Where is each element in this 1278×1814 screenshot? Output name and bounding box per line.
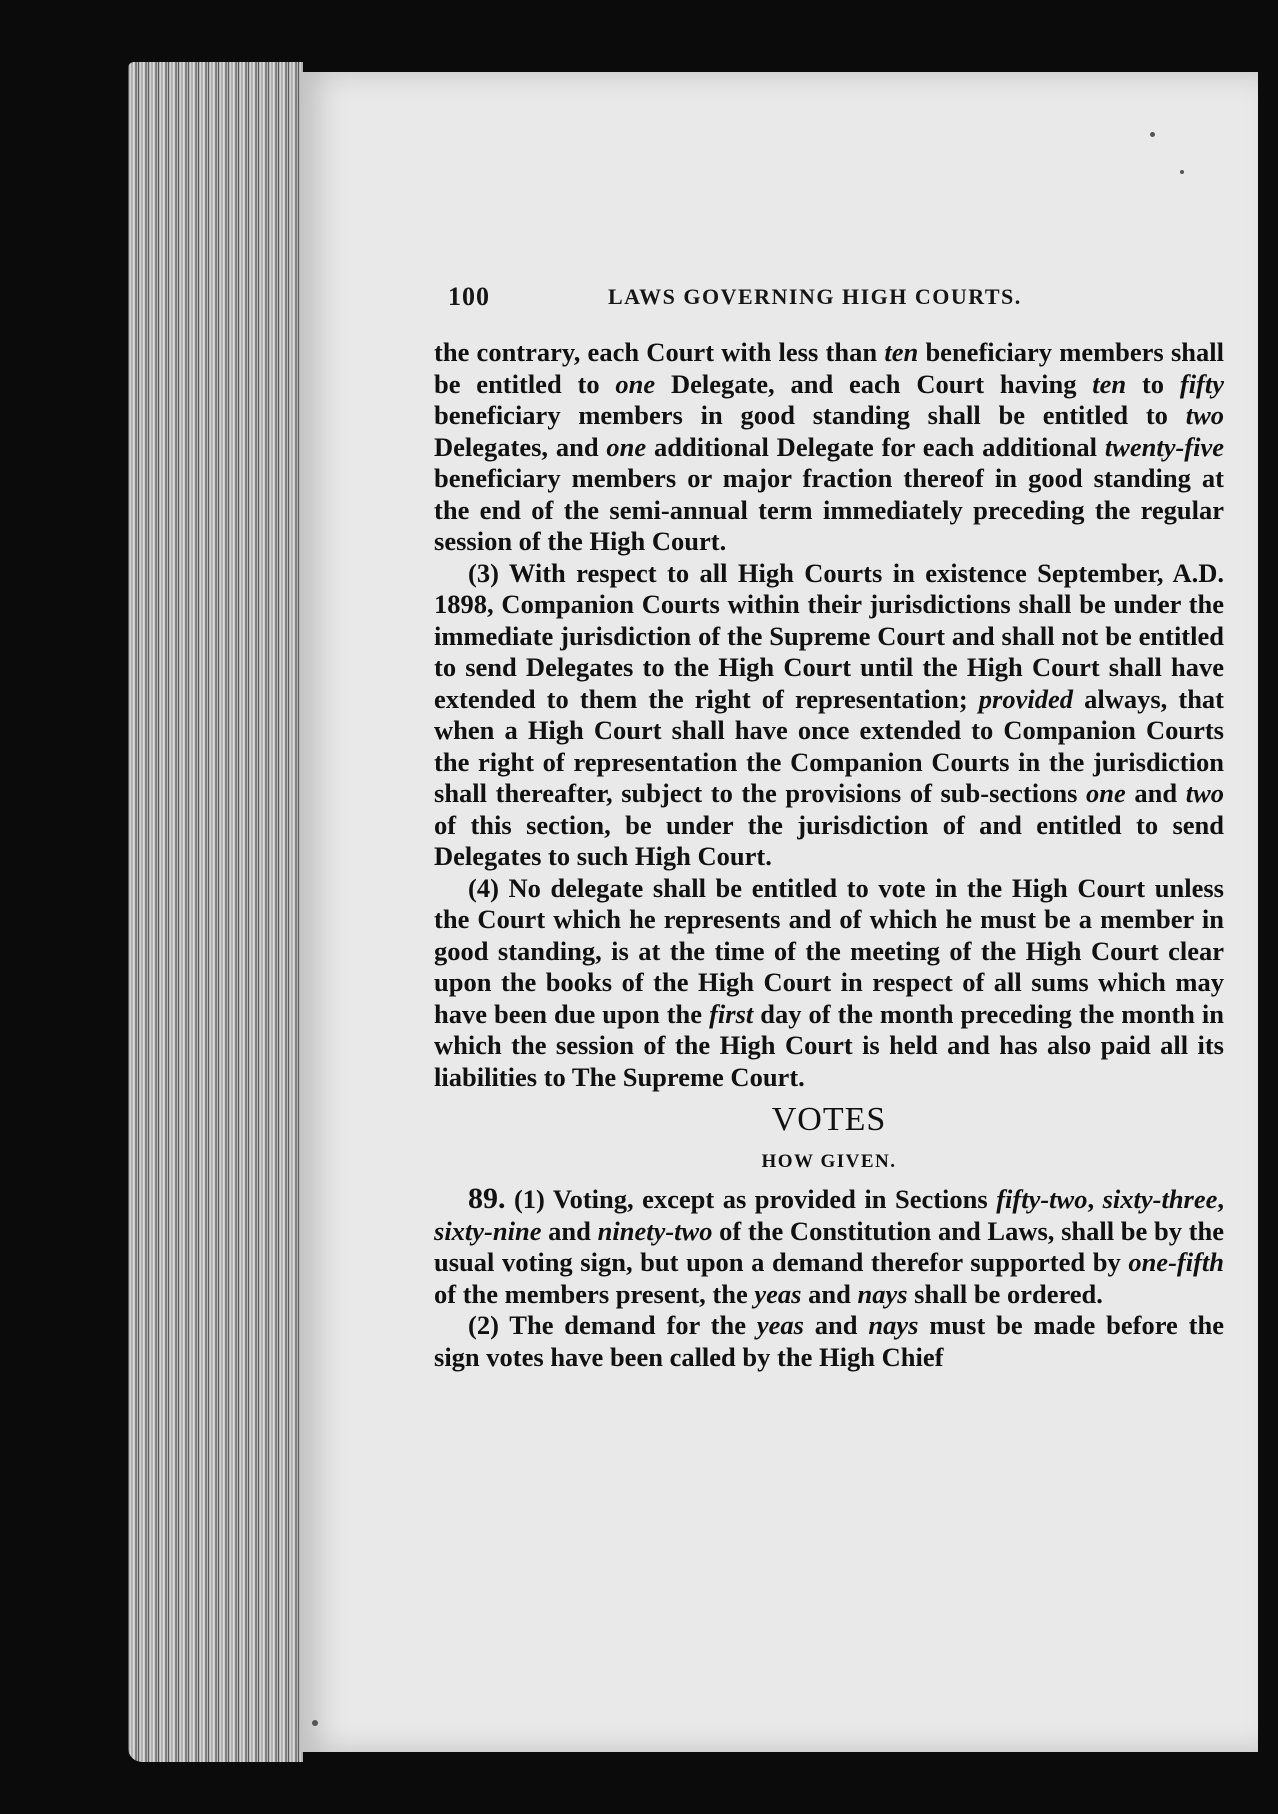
italic-term: first	[709, 998, 754, 1029]
running-head: LAWS GOVERNING HIGH COURTS.	[608, 284, 1022, 309]
text-run: to	[1126, 368, 1180, 399]
text-run: ,	[1087, 1184, 1103, 1214]
book-page-edges	[128, 62, 303, 1762]
text-run: additional Delegate for each additional	[646, 431, 1105, 462]
text-run: beneficiary members shall be entitled to	[434, 337, 1224, 399]
italic-term: provided	[978, 683, 1073, 714]
italic-term: yeas	[756, 1310, 804, 1340]
text-run: (2) The demand for the	[468, 1310, 757, 1340]
paragraph-subsection-3	[434, 558, 1224, 873]
section-number: 89.	[468, 1182, 506, 1215]
paragraph-subsection-2	[434, 1310, 1224, 1373]
paragraph-continuation	[434, 337, 1224, 558]
italic-term: sixty-nine	[434, 1215, 542, 1246]
text-run: the contrary, each Court with less than	[434, 337, 885, 367]
italic-term: sixty-three	[1102, 1184, 1218, 1214]
text-run: beneficiary members in good standing shall be entitled to	[434, 400, 1186, 430]
section-heading-votes: VOTES	[771, 1101, 887, 1138]
italic-term: one	[606, 431, 647, 462]
italic-term: one	[615, 368, 656, 399]
text-run: and	[541, 1215, 598, 1246]
italic-term: one	[1086, 778, 1126, 808]
text-run: of this section, be under the jurisdiction of and entitled to send Delegates to such High Court.	[434, 809, 1224, 871]
italic-term: two	[1185, 778, 1224, 808]
italic-term: ten	[884, 337, 919, 367]
italic-term: twenty-five	[1104, 431, 1225, 462]
text-run: and	[803, 1310, 869, 1340]
text-run: (1) Voting, except as provided in Sections	[505, 1184, 997, 1214]
text-run: (4) No delegate shall be entitled to vote in the High Court unless the Court which he represents and of which he must be a member in good standing, is at the time of the meeting of the High Court clear upon the books of the High Court in respect of all sums which may have been due upon the	[434, 872, 1224, 1029]
paragraph-subsection-4	[434, 873, 1224, 1094]
dust-speck	[1180, 170, 1184, 174]
text-run: Delegates, and	[434, 431, 607, 462]
italic-term: ten	[1092, 368, 1127, 399]
text-run: ,	[1217, 1184, 1225, 1214]
subheading-how-given: HOW GIVEN.	[761, 1151, 897, 1172]
text-run: must be made before the sign votes have been called by the High Chief	[434, 1310, 1224, 1372]
text-run: (3) With respect to all High Courts in existence September, A.D. 1898, Companion Courts within their jurisdictions shall be under the immediate jurisdiction of the Supreme Court and shall not be entitled to send Delegates to the High Court until the High Court shall have extended to them the right of representation;	[434, 557, 1224, 714]
text-run: of the Constitution and Laws, shall be by the usual voting sign, but upon a demand therefor supported by	[434, 1215, 1225, 1277]
paragraph-section-89	[434, 1183, 1224, 1310]
dust-speck	[1150, 132, 1155, 137]
text-run: beneficiary members or major fraction thereof in good standing at the end of the semi-annual term immediately preceding the regular session of the High Court.	[434, 463, 1224, 556]
italic-term: fifty-two	[996, 1184, 1088, 1214]
italic-term: one-fifth	[1128, 1247, 1224, 1277]
page-body	[434, 337, 1224, 1373]
text-run: always, that when a High Court shall have once extended to Companion Courts the right of representation the Companion Courts in the jurisdiction shall thereafter, subject to the provisions of sub-sections	[434, 683, 1225, 808]
text-run: and	[801, 1278, 858, 1309]
dust-speck	[312, 1720, 318, 1726]
italic-term: nays	[857, 1278, 908, 1309]
page-number: 100	[448, 282, 490, 311]
italic-term: yeas	[754, 1278, 802, 1309]
italic-term: fifty	[1179, 368, 1225, 399]
text-run: day of the month preceding the month in which the session of the High Court is held and has also paid all its liabilities to The Supreme Court.	[434, 998, 1224, 1092]
italic-term: two	[1185, 400, 1224, 430]
text-run: of the members present, the	[434, 1278, 755, 1309]
italic-term: nays	[868, 1310, 919, 1340]
text-run: Delegate, and each Court having	[655, 368, 1093, 399]
italic-term: ninety-two	[597, 1215, 713, 1246]
text-run: shall be ordered.	[907, 1278, 1103, 1309]
text-run: and	[1125, 778, 1186, 808]
